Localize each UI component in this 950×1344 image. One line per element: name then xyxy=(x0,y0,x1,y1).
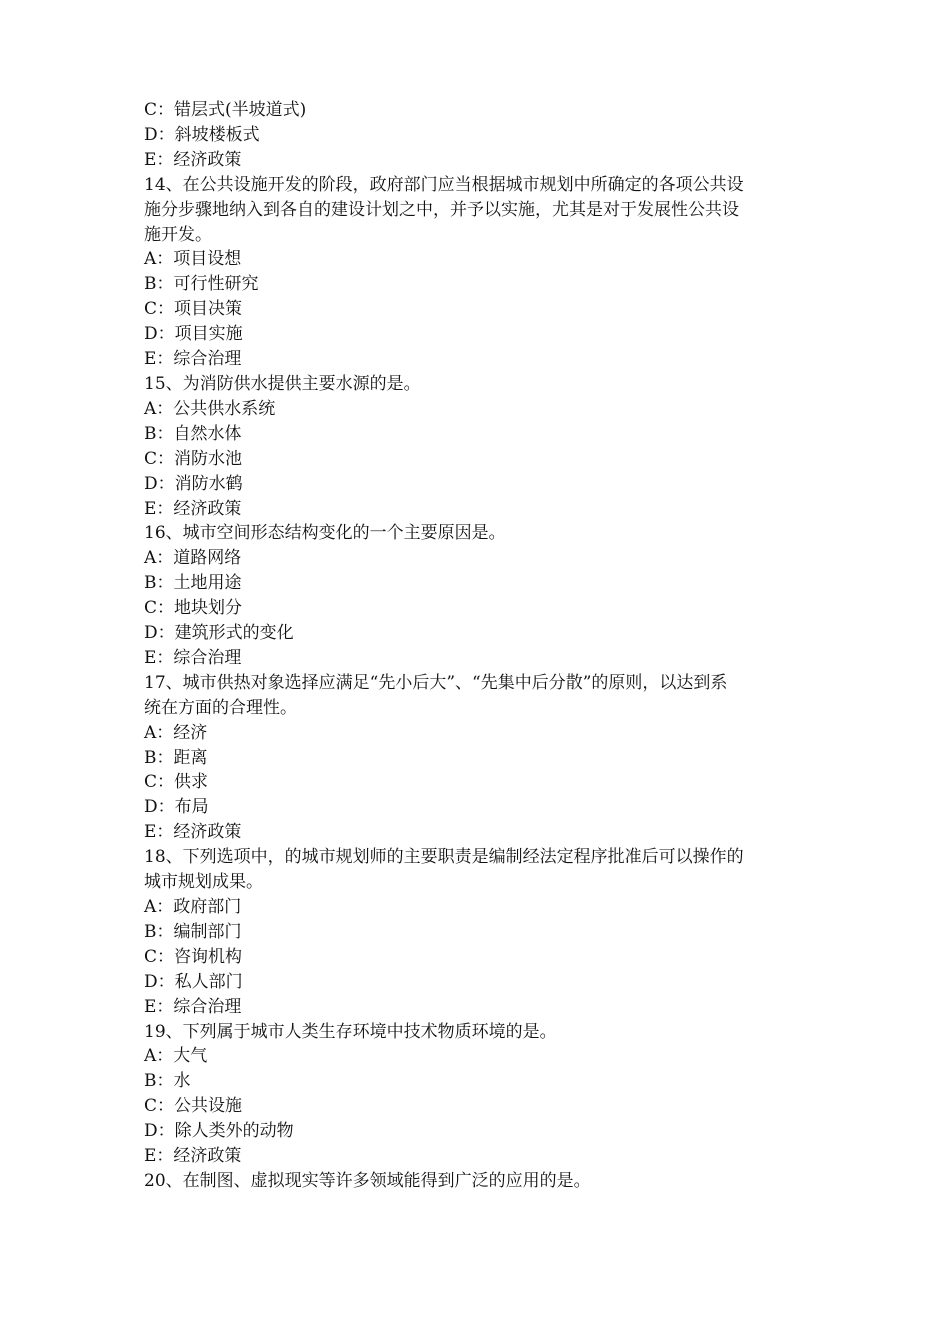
option-line: E：经济政策 xyxy=(144,498,242,519)
option-line: A：公共供水系统 xyxy=(144,398,276,419)
option-line: E：综合治理 xyxy=(144,349,242,370)
option-line: B：自然水体 xyxy=(144,423,242,444)
option-line: E：综合治理 xyxy=(144,996,242,1017)
question-14-line: 14、在公共设施开发的阶段，政府部门应当根据城市规划中所确定的各项公共设 xyxy=(144,174,744,195)
option-line: C：咨询机构 xyxy=(144,946,243,967)
question-20-line: 20、在制图、虚拟现实等许多领域能得到广泛的应用的是。 xyxy=(144,1170,591,1191)
question-14-line: 施开发。 xyxy=(144,224,212,245)
option-line: D：项目实施 xyxy=(144,324,243,345)
question-14-line: 施分步骤地纳入到各自的建设计划之中，并予以实施，尤其是对于发展性公共设 xyxy=(144,199,739,220)
option-line: A：政府部门 xyxy=(144,897,242,917)
option-line: E：经济政策 xyxy=(144,1146,242,1167)
option-line: C：项目决策 xyxy=(144,299,243,320)
option-line: C：错层式(半坡道式) xyxy=(144,100,307,120)
option-line: A：大气 xyxy=(144,1046,208,1067)
option-line: A：项目设想 xyxy=(144,249,242,270)
question-15-line: 15、为消防供水提供主要水源的是。 xyxy=(144,373,421,394)
option-line: D：私人部门 xyxy=(144,971,243,992)
question-17-line: 17、城市供热对象选择应满足“先小后大”、“先集中后分散”的原则，以达到系 xyxy=(144,672,728,693)
option-line: B：可行性研究 xyxy=(144,274,259,295)
question-16-line: 16、城市空间形态结构变化的一个主要原因是。 xyxy=(144,523,506,544)
option-line: E：经济政策 xyxy=(144,149,242,170)
option-line: D：消防水鹤 xyxy=(144,473,243,494)
option-line: B：土地用途 xyxy=(144,573,242,594)
option-line: C：地块划分 xyxy=(144,598,243,619)
question-18-line: 18、下列选项中，的城市规划师的主要职责是编制经法定程序批准后可以操作的 xyxy=(144,847,744,868)
option-line: B：水 xyxy=(144,1071,191,1092)
option-line: C：公共设施 xyxy=(144,1096,243,1117)
question-17-line: 统在方面的合理性。 xyxy=(144,697,297,718)
question-18-line: 城市规划成果。 xyxy=(144,872,263,893)
question-19-line: 19、下列属于城市人类生存环境中技术物质环境的是。 xyxy=(144,1021,557,1042)
option-line: A：经济 xyxy=(144,722,208,743)
option-line: C：供求 xyxy=(144,772,209,793)
option-line: D：布局 xyxy=(144,797,209,818)
option-line: C：消防水池 xyxy=(144,448,243,469)
option-line: D：建筑形式的变化 xyxy=(144,623,294,644)
option-line: D：斜坡楼板式 xyxy=(144,124,260,145)
option-line: E：经济政策 xyxy=(144,822,242,843)
option-line: D：除人类外的动物 xyxy=(144,1121,294,1142)
option-line: E：综合治理 xyxy=(144,647,242,668)
option-line: B：编制部门 xyxy=(144,921,242,942)
document-page xyxy=(144,98,816,1194)
option-line: A：道路网络 xyxy=(144,548,242,569)
option-line: B：距离 xyxy=(144,747,208,768)
